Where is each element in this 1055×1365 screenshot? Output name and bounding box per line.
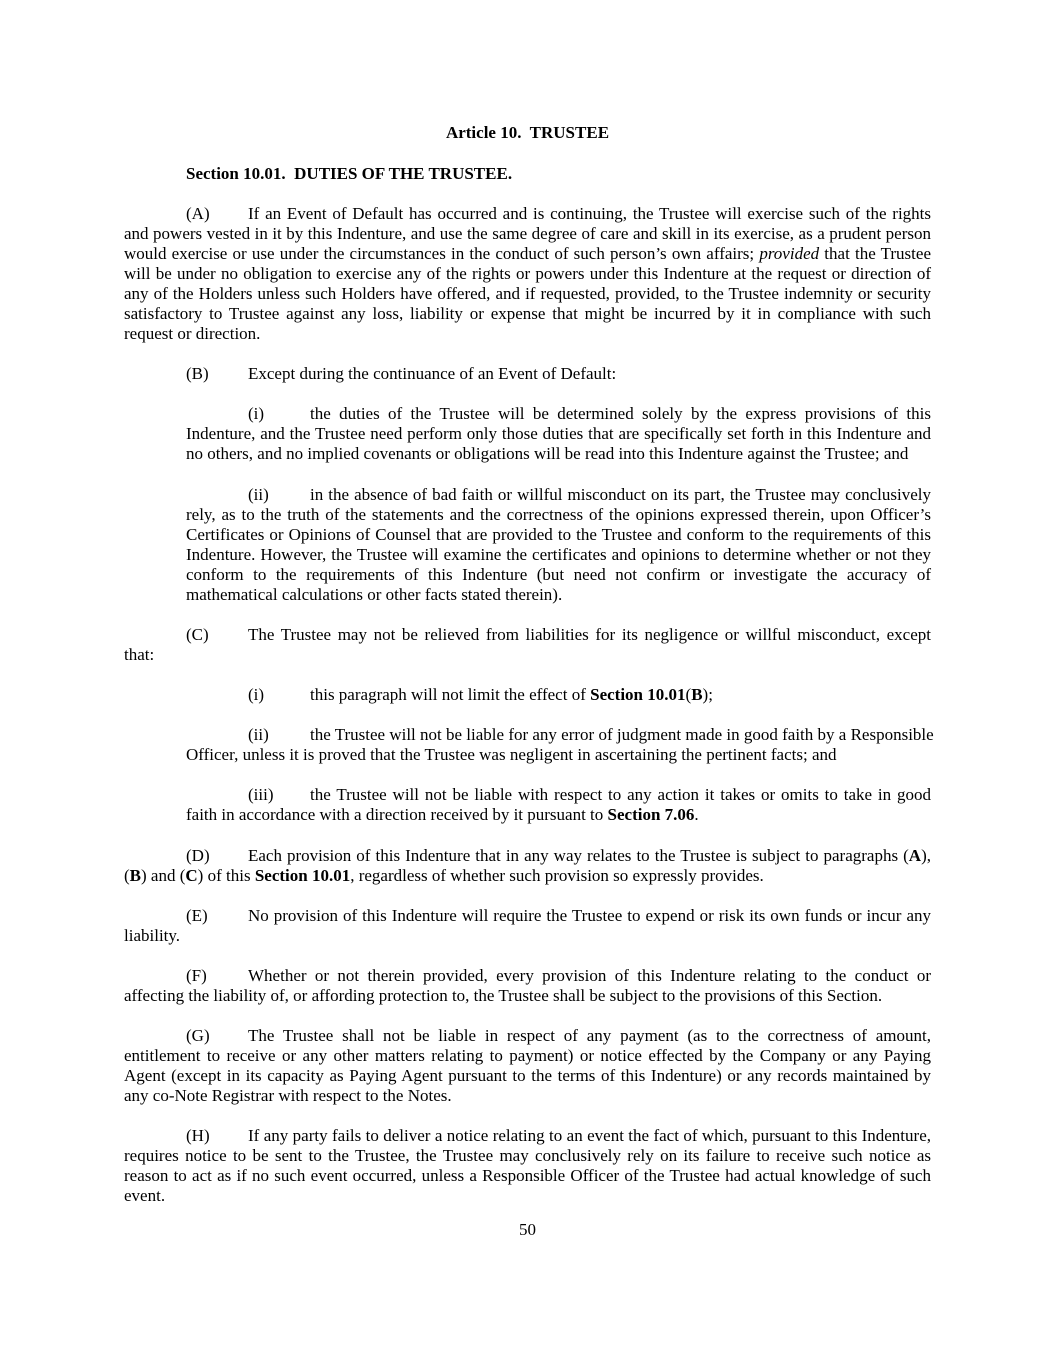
paragraph-line: Indenture. However, the Trustee will examine the certificates and opinions to determine whether or not they	[186, 545, 931, 564]
paragraph-text: this paragraph will not limit the effect of	[310, 685, 591, 704]
subparagraph-label: (iii)	[248, 785, 274, 804]
paragraph-line: Officer, unless it is proved that the Trustee was negligent in ascertaining the pertinent facts; and	[186, 745, 837, 764]
paragraph-line	[124, 244, 931, 264]
paragraph-label: (A)	[186, 204, 210, 223]
paragraph-line: mathematical calculations or other facts stated therein).	[186, 585, 563, 604]
paragraph-b	[124, 364, 931, 384]
paragraph-line: Indenture, and the Trustee need perform only those duties that are specifically set forth in this Indenture and	[186, 424, 931, 443]
paragraph-line	[248, 485, 931, 505]
subparagraph-b-i	[124, 404, 931, 464]
article-heading: Article 10. TRUSTEE	[445, 123, 610, 142]
paragraph-line	[186, 966, 931, 986]
subparagraph-label: (ii)	[248, 725, 269, 744]
paragraph-a	[124, 204, 931, 344]
paragraph-line: any of the Holders unless such Holders have offered, and if requested, provided, to the Trustee indemnity or security	[124, 284, 931, 303]
paragraph-e	[124, 906, 931, 946]
subparagraph-c-iii	[124, 785, 931, 825]
paragraph-label: (F)	[186, 966, 207, 985]
paragraph-line: request or direction.	[124, 324, 261, 343]
paragraph-text: The Trustee may not be relieved from liabilities for its negligence or willful misconduct, except	[248, 625, 931, 644]
paragraph-line	[186, 364, 931, 384]
section-reference: Section 10.01	[254, 866, 351, 885]
subparagraph-c-i	[124, 685, 931, 705]
paragraph-line: affecting the liability of, or affording protection to, the Trustee shall be subject to the provisions of this Section.	[124, 986, 883, 1005]
subparagraph-label: (i)	[248, 685, 265, 704]
section-reference: Section 7.06	[607, 805, 695, 824]
paragraph-line: liability.	[124, 926, 181, 945]
paragraph-line: entitlement to receive or any other matters relating to payment) or notice effected by the Company or any Paying	[124, 1046, 931, 1065]
paragraph-text: Whether or not therein provided, every provision of this Indenture relating to the conduct or	[248, 966, 931, 985]
paragraph-line	[248, 404, 931, 424]
paragraph-f	[124, 966, 931, 1006]
section-reference: Section 10.01	[590, 685, 686, 704]
section-heading: Section 10.01. DUTIES OF THE TRUSTEE.	[186, 164, 513, 183]
paragraph-line	[186, 625, 931, 645]
paragraph-line: no others, and no implied covenants or obligations will be read into this Indenture against the Trustee; and	[186, 444, 909, 463]
paragraph-text: the Trustee will not be liable with respect to any action it takes or omits to take in good	[310, 785, 931, 804]
paragraph-text: No provision of this Indenture will require the Trustee to expend or risk its own funds or incur any	[248, 906, 931, 925]
paragraph-line	[186, 846, 931, 866]
paragraph-reference: A	[908, 846, 922, 865]
paragraph-text: , regardless of whether such provision so expressly provides.	[350, 866, 764, 885]
paragraph-text: the Trustee will not be liable for any error of judgment made in good faith by a Responsible	[310, 725, 934, 744]
paragraph-text: If any party fails to deliver a notice relating to an event the fact of which, pursuant to this Indenture,	[248, 1126, 931, 1145]
paragraph-text: Each provision of this Indenture that in any way relates to the Trustee is subject to paragraphs (	[248, 846, 909, 865]
paragraph-line: satisfactory to Trustee against any loss, liability or expense that might be incurred by it in compliance with such	[124, 304, 931, 323]
paragraph-label: (G)	[186, 1026, 210, 1045]
paragraph-line: Agent (except in its capacity as Paying Agent pursuant to the terms of this Indenture) or any records maintained by	[124, 1066, 931, 1085]
paragraph-text: would exercise or use under the circumstances in the conduct of such person’s own affairs;	[124, 244, 760, 263]
paragraph-reference: B	[129, 866, 142, 885]
page-number: 50	[519, 1220, 536, 1239]
paragraph-text: (	[124, 866, 130, 885]
paragraph-line	[186, 204, 931, 224]
paragraph-text: If an Event of Default has occurred and is continuing, the Trustee will exercise such of the rights	[248, 204, 931, 223]
paragraph-line: and powers vested in it by this Indenture, and use the same degree of care and skill in its exercise, as a prudent person	[124, 224, 931, 243]
paragraph-text: the duties of the Trustee will be determined solely by the express provisions of this	[310, 404, 931, 423]
paragraph-label: (B)	[186, 364, 209, 383]
paragraph-line	[186, 906, 931, 926]
paragraph-line: event.	[124, 1186, 166, 1205]
paragraph-text: (	[685, 685, 692, 704]
paragraph-text: ) and (	[141, 866, 186, 885]
paragraph-d	[124, 846, 931, 886]
paragraph-g	[124, 1026, 931, 1106]
paragraph-text: ) of this	[197, 866, 255, 885]
paragraph-line	[248, 685, 931, 705]
paragraph-line: requires notice to be sent to the Trustee, the Trustee may conclusively rely on its failure to receive such notice as	[124, 1146, 931, 1165]
paragraph-line: rely, as to the truth of the statements and the correctness of the opinions expressed therein, upon Officer’s	[186, 505, 931, 524]
paragraph-text: .	[694, 805, 699, 824]
paragraph-line	[248, 785, 931, 805]
subparagraph-label: (i)	[248, 404, 265, 423]
paragraph-c	[124, 625, 931, 665]
paragraph-line	[186, 1126, 931, 1146]
paragraph-line: that:	[124, 645, 155, 664]
paragraph-reference: C	[185, 866, 198, 885]
paragraph-text: ),	[921, 846, 931, 865]
paragraph-text: that the Trustee	[819, 244, 931, 263]
paragraph-text: faith in accordance with a direction received by it pursuant to	[186, 805, 608, 824]
paragraph-reference: B	[691, 685, 703, 704]
paragraph-line	[186, 805, 931, 825]
paragraph-line	[124, 866, 931, 886]
paragraph-text: );	[702, 685, 713, 704]
paragraph-label: (D)	[186, 846, 210, 865]
paragraph-line: Certificates or Opinions of Counsel that are provided to the Trustee and conform to the requirements of this	[186, 525, 931, 544]
paragraph-label: (C)	[186, 625, 209, 644]
paragraph-line	[248, 725, 934, 745]
paragraph-line: will be under no obligation to exercise any of the rights or powers under this Indenture at the request or direction of	[124, 264, 931, 283]
paragraph-line: conform to the requirements of this Indenture (but need not confirm or investigate the accuracy of	[186, 565, 931, 584]
paragraph-label: (E)	[186, 906, 208, 925]
paragraph-line: reason to act as if no such event occurred, unless a Responsible Officer of the Trustee had actual knowledge of such	[124, 1166, 931, 1185]
paragraph-text: The Trustee shall not be liable in respect of any payment (as to the correctness of amount,	[248, 1026, 931, 1045]
paragraph-label: (H)	[186, 1126, 210, 1145]
paragraph-line	[186, 1026, 931, 1046]
subparagraph-b-ii	[124, 485, 931, 605]
paragraph-text: Except during the continuance of an Event of Default:	[248, 364, 617, 383]
provided-emphasis: provided	[759, 244, 820, 263]
paragraph-line: any co-Note Registrar with respect to the Notes.	[124, 1086, 452, 1105]
paragraph-h	[124, 1126, 931, 1206]
subparagraph-label: (ii)	[248, 485, 269, 504]
paragraph-text: in the absence of bad faith or willful misconduct on its part, the Trustee may conclusively	[310, 485, 931, 504]
subparagraph-c-ii	[124, 725, 934, 765]
